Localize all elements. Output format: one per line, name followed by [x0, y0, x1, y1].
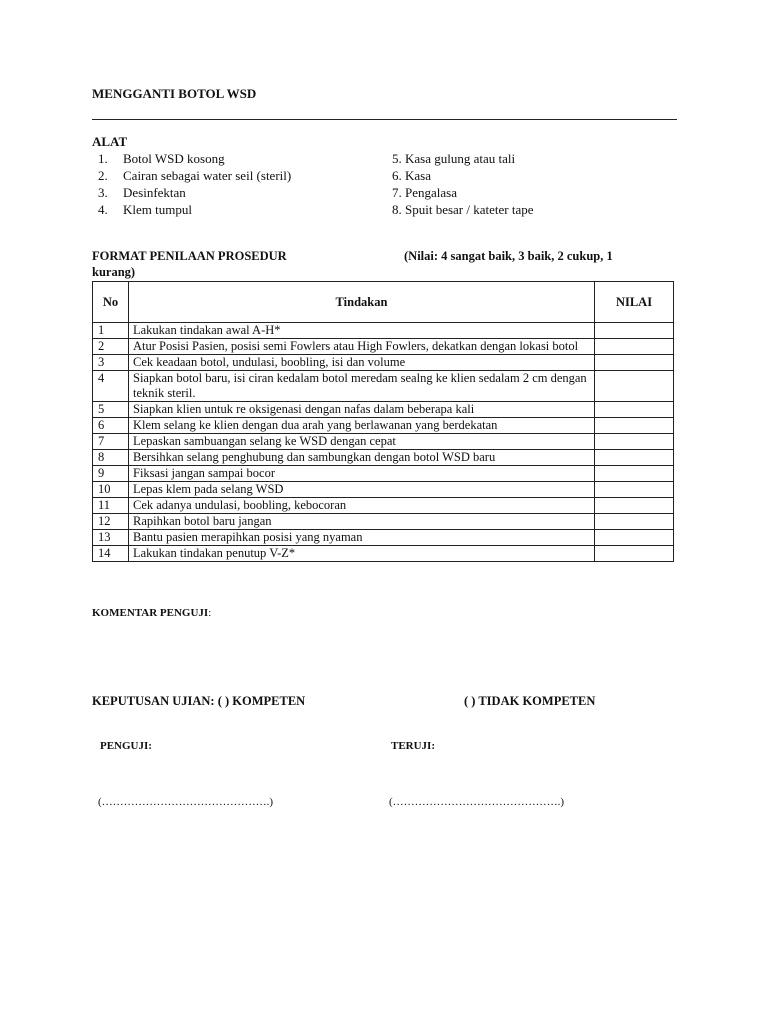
table-row [93, 482, 674, 498]
row-nilai-cell[interactable] [595, 546, 674, 562]
nilai-scale-note: (Nilai: 4 sangat baik, 3 baik, 2 cukup, 1 [404, 249, 613, 263]
procedure-table [92, 281, 674, 562]
table-header-row [93, 282, 674, 323]
row-number: 4 [93, 371, 129, 402]
table-row [93, 434, 674, 450]
table-row [93, 498, 674, 514]
row-number: 5 [93, 402, 129, 418]
nilai-scale-note-cont: kurang) [92, 265, 136, 279]
alat-heading: ALAT [92, 134, 128, 149]
row-number: 6 [93, 418, 129, 434]
table-row [93, 371, 674, 402]
row-number: 10 [93, 482, 129, 498]
row-tindakan: Rapihkan botol baru jangan [129, 514, 595, 530]
tool-item: 2. Cairan sebagai water seil (steril) [98, 168, 292, 183]
row-tindakan: Cek keadaan botol, undulasi, boobling, isi dan volume [129, 355, 595, 371]
keputusan-kompeten: KEPUTUSAN UJIAN: ( ) KOMPETEN [92, 694, 306, 708]
row-nilai-cell[interactable] [595, 418, 674, 434]
row-number: 13 [93, 530, 129, 546]
table-row [93, 530, 674, 546]
header-tindakan: Tindakan [129, 282, 595, 323]
title-divider [92, 119, 677, 120]
row-tindakan: Fiksasi jangan sampai bocor [129, 466, 595, 482]
table-row [93, 402, 674, 418]
tool-item: 5. Kasa gulung atau tali [392, 151, 516, 166]
row-nilai-cell[interactable] [595, 450, 674, 466]
row-tindakan: Lakukan tindakan awal A-H* [129, 323, 595, 339]
table-row [93, 514, 674, 530]
row-tindakan: Cek adanya undulasi, boobling, kebocoran [129, 498, 595, 514]
table-row [93, 323, 674, 339]
tool-item: 7. Pengalasa [392, 185, 457, 200]
row-nilai-cell[interactable] [595, 323, 674, 339]
row-tindakan: Bantu pasien merapihkan posisi yang nyaman [129, 530, 595, 546]
format-heading: FORMAT PENILAAN PROSEDUR [92, 249, 287, 263]
row-tindakan: Lakukan tindakan penutup V-Z* [129, 546, 595, 562]
tool-item: 6. Kasa [392, 168, 431, 183]
row-nilai-cell[interactable] [595, 498, 674, 514]
row-nilai-cell[interactable] [595, 339, 674, 355]
komentar-penguji-label: KOMENTAR PENGUJI: [92, 607, 212, 619]
header-nilai: NILAI [595, 282, 674, 323]
row-tindakan: Klem selang ke klien dengan dua arah yang berlawanan yang berdekatan [129, 418, 595, 434]
teruji-signature-line: (……………………………………….) [389, 796, 565, 808]
row-tindakan: Lepas klem pada selang WSD [129, 482, 595, 498]
row-number: 3 [93, 355, 129, 371]
table-row [93, 546, 674, 562]
row-nilai-cell[interactable] [595, 530, 674, 546]
row-number: 14 [93, 546, 129, 562]
table-row [93, 466, 674, 482]
row-number: 8 [93, 450, 129, 466]
row-tindakan: Siapkan klien untuk re oksigenasi dengan nafas dalam beberapa kali [129, 402, 595, 418]
row-nilai-cell[interactable] [595, 371, 674, 402]
table-row [93, 355, 674, 371]
table-row [93, 450, 674, 466]
tool-item: 4. Klem tumpul [98, 202, 192, 217]
row-number: 12 [93, 514, 129, 530]
penguji-signature-line: (……………………………………….) [98, 796, 274, 808]
row-number: 9 [93, 466, 129, 482]
document-title: MENGGANTI BOTOL WSD [92, 86, 257, 101]
row-tindakan: Siapkan botol baru, isi ciran kedalam botol meredam sealng ke klien sedalam 2 cm dengan teknik steril. [129, 371, 595, 402]
row-tindakan: Lepaskan sambuangan selang ke WSD dengan cepat [129, 434, 595, 450]
row-nilai-cell[interactable] [595, 355, 674, 371]
row-tindakan: Atur Posisi Pasien, posisi semi Fowlers atau High Fowlers, dekatkan dengan lokasi botol [129, 339, 595, 355]
tool-item: 3. Desinfektan [98, 185, 186, 200]
row-number: 2 [93, 339, 129, 355]
keputusan-tidak-kompeten: ( ) TIDAK KOMPETEN [464, 694, 596, 708]
tool-item: 8. Spuit besar / kateter tape [392, 202, 534, 217]
row-number: 7 [93, 434, 129, 450]
header-no: No [93, 282, 129, 323]
row-nilai-cell[interactable] [595, 466, 674, 482]
teruji-label: TERUJI: [391, 740, 436, 752]
row-number: 11 [93, 498, 129, 514]
row-nilai-cell[interactable] [595, 514, 674, 530]
row-number: 1 [93, 323, 129, 339]
table-row [93, 339, 674, 355]
penguji-label: PENGUJI: [100, 740, 152, 752]
row-nilai-cell[interactable] [595, 402, 674, 418]
tool-item: 1. Botol WSD kosong [98, 151, 225, 166]
row-tindakan: Bersihkan selang penghubung dan sambungkan dengan botol WSD baru [129, 450, 595, 466]
row-nilai-cell[interactable] [595, 434, 674, 450]
row-nilai-cell[interactable] [595, 482, 674, 498]
tool-list-left [98, 150, 291, 218]
tool-list-right [392, 150, 534, 218]
table-row [93, 418, 674, 434]
